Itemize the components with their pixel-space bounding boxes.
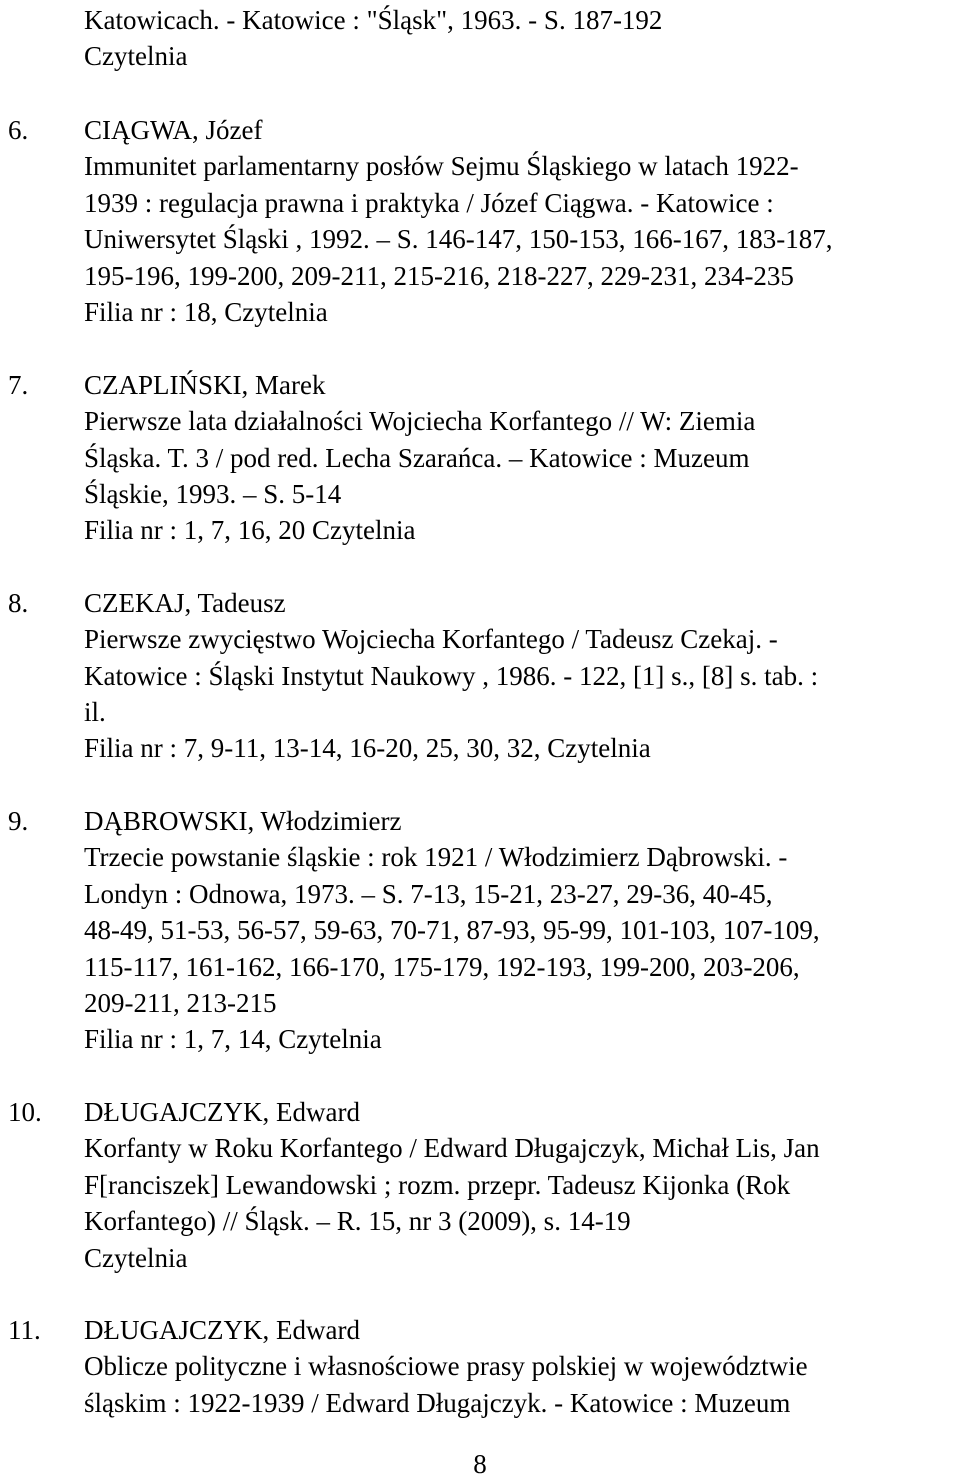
entry-line: Pierwsze zwycięstwo Wojciecha Korfantego / Tadeusz Czekaj. - — [84, 624, 778, 654]
continuation-line: Czytelnia — [84, 41, 188, 71]
entry-number: 11. — [8, 1315, 41, 1345]
entry-holdings: Filia nr : 7, 9-11, 13-14, 16-20, 25, 30, 32, Czytelnia — [84, 733, 651, 763]
entry-line: Pierwsze lata działalności Wojciecha Korfantego // W: Ziemia — [84, 406, 756, 436]
entry-number: 10. — [8, 1097, 42, 1127]
entry-line: Śląskie, 1993. – S. 5-14 — [84, 479, 342, 509]
entry-line: 115-117, 161-162, 166-170, 175-179, 192-193, 199-200, 203-206, — [84, 952, 800, 982]
entry-number: 6. — [8, 115, 29, 145]
entry-line: śląskim : 1922-1939 / Edward Długajczyk. - Katowice : Muzeum — [84, 1388, 791, 1418]
entry-line: 1939 : regulacja prawna i praktyka / Józef Ciągwa. - Katowice : — [84, 188, 774, 218]
entry-holdings: Czytelnia — [84, 1243, 188, 1273]
entry-line: 48-49, 51-53, 56-57, 59-63, 70-71, 87-93, 95-99, 101-103, 107-109, — [84, 915, 820, 945]
entry-line: Uniwersytet Śląski , 1992. – S. 146-147, 150-153, 166-167, 183-187, — [84, 224, 833, 254]
continuation-line: Katowicach. - Katowice : "Śląsk", 1963. - S. 187-192 — [84, 5, 663, 35]
entry-line: il. — [84, 697, 106, 727]
entry-line: Korfantego) // Śląsk. – R. 15, nr 3 (2009), s. 14-19 — [84, 1206, 631, 1236]
entry-author: CZAPLIŃSKI, Marek — [84, 370, 326, 400]
entry-author: CZEKAJ, Tadeusz — [84, 588, 286, 618]
entry-author: DŁUGAJCZYK, Edward — [84, 1315, 360, 1345]
entry-author: DĄBROWSKI, Włodzimierz — [84, 806, 402, 836]
entry-author: CIĄGWA, Józef — [84, 115, 263, 145]
entry-line: Korfanty w Roku Korfantego / Edward Długajczyk, Michał Lis, Jan — [84, 1133, 820, 1163]
entry-number: 7. — [8, 370, 29, 400]
entry-number: 8. — [8, 588, 29, 618]
entry-line: Śląska. T. 3 / pod red. Lecha Szarańca. – Katowice : Muzeum — [84, 443, 750, 473]
entry-line: F[ranciszek] Lewandowski ; rozm. przepr. Tadeusz Kijonka (Rok — [84, 1170, 791, 1200]
entry-holdings: Filia nr : 1, 7, 14, Czytelnia — [84, 1024, 382, 1054]
entry-line: Katowice : Śląski Instytut Naukowy , 1986. - 122, [1] s., [8] s. tab. : — [84, 661, 819, 691]
entry-number: 9. — [8, 806, 29, 836]
entry-line: 195-196, 199-200, 209-211, 215-216, 218-227, 229-231, 234-235 — [84, 261, 794, 291]
entry-line: Londyn : Odnowa, 1973. – S. 7-13, 15-21, 23-27, 29-36, 40-45, — [84, 879, 773, 909]
entry-line: Oblicze polityczne i własnościowe prasy polskiej w województwie — [84, 1351, 808, 1381]
entry-author: DŁUGAJCZYK, Edward — [84, 1097, 360, 1127]
entry-line: Immunitet parlamentarny posłów Sejmu Śląskiego w latach 1922- — [84, 151, 799, 181]
entry-holdings: Filia nr : 18, Czytelnia — [84, 297, 328, 327]
entry-line: Trzecie powstanie śląskie : rok 1921 / Włodzimierz Dąbrowski. - — [84, 842, 788, 872]
entry-holdings: Filia nr : 1, 7, 16, 20 Czytelnia — [84, 515, 416, 545]
entry-line: 209-211, 213-215 — [84, 988, 277, 1018]
page-number: 8 — [473, 1449, 487, 1479]
